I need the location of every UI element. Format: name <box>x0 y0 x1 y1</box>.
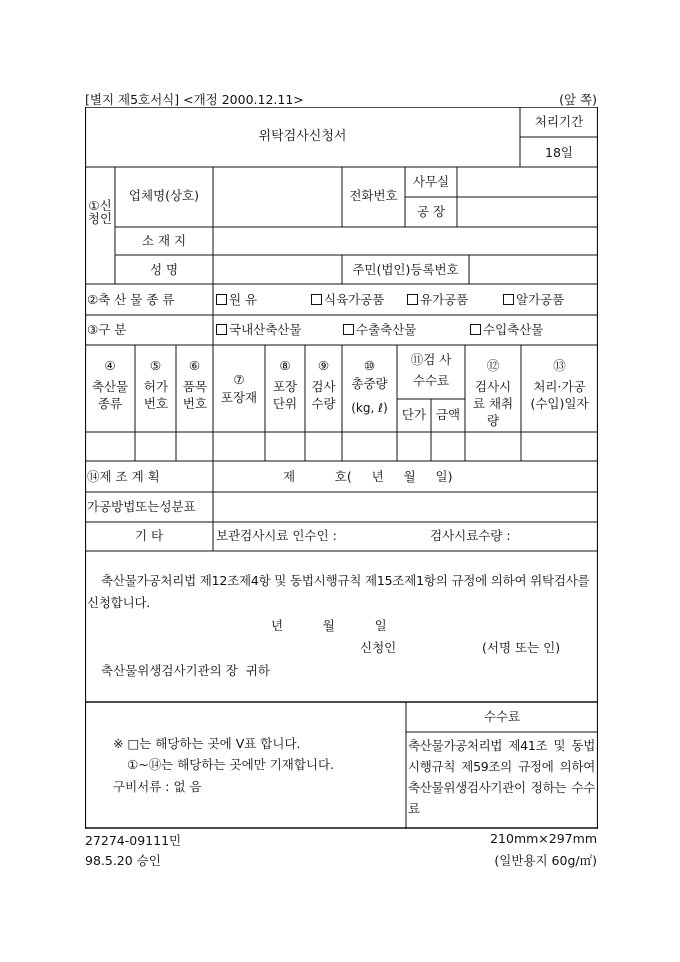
checkbox-icon <box>216 294 227 305</box>
processing-period-label: 처리기간 <box>534 114 584 129</box>
recipient-line: 축산물위생검사기관의 장 귀하 <box>101 663 270 678</box>
production-plan-field[interactable]: 제 호( 년 월 일) <box>283 469 453 484</box>
paper-type: (일반용지 60g/㎡) <box>494 853 597 868</box>
form-title: 위탁검사신청서 <box>258 129 347 144</box>
col12-label: 검사시료 채취량 <box>472 379 514 428</box>
col8-number: ⑧ <box>279 358 291 373</box>
declaration-text: 축산물가공처리법 제12조제4항 및 동법시행규칙 제15조제1항의 규정에 의하여 위탁검사를 신청합니다. <box>87 573 590 610</box>
address-label: 소 재 지 <box>141 233 187 248</box>
product-type-option-meat[interactable]: 식육가공품 <box>311 294 384 307</box>
col5-label: 허가 번호 <box>143 379 169 411</box>
col4-number: ④ <box>104 358 116 373</box>
col7-number: ⑦ <box>233 372 245 387</box>
form-number: [별지 제5호서식] <개정 2000.12.11> <box>85 92 304 107</box>
classification-option-import[interactable]: 수입축산물 <box>470 324 543 337</box>
note-fill-instruction: ①~⑭는 해당하는 곳에만 기재합니다. <box>127 757 335 772</box>
paper-size: 210mm×297mm <box>490 831 597 846</box>
col7-label: 포장재 <box>220 390 258 405</box>
production-plan-label: ⑭제 조 계 획 <box>87 469 160 484</box>
col4-label: 축산물 종류 <box>91 379 129 411</box>
checkbox-icon <box>503 294 514 305</box>
col8-label: 포장 단위 <box>272 379 298 411</box>
sample-receiver-label: 보관검사시료 인수인 : <box>216 528 337 543</box>
company-name-label: 업체명(상호) <box>128 188 200 203</box>
processing-period-value: 18일 <box>545 145 573 160</box>
application-form <box>85 107 598 829</box>
approval-date: 98.5.20 승인 <box>85 853 161 868</box>
col6-number: ⑥ <box>188 358 201 373</box>
page-side: (앞 쪽) <box>559 92 597 107</box>
col10-unit: (kg, ℓ) <box>351 401 388 415</box>
col9-label: 검사 수량 <box>311 379 336 411</box>
product-type-label: ②축 산 물 종 류 <box>87 292 175 307</box>
name-label: 성 명 <box>149 262 179 277</box>
col11-unit-price: 단가 <box>401 407 427 422</box>
col5-number: ⑤ <box>149 358 162 373</box>
other-label: 기 타 <box>134 528 164 543</box>
form-code: 27274-09111민 <box>85 833 182 848</box>
classification-option-domestic[interactable]: 국내산축산물 <box>216 324 301 337</box>
col13-number: ⑬ <box>553 358 566 373</box>
signature-note: (서명 또는 인) <box>482 640 561 655</box>
processing-method-label: 가공방법또는성분표 <box>87 499 196 514</box>
factory-label: 공 장 <box>416 204 446 219</box>
sample-quantity-label: 검사시료수량 : <box>430 528 511 543</box>
col10-label: 총중량 <box>351 376 388 391</box>
col11-label: 수수료 <box>412 373 450 388</box>
col6-label: 품목 번호 <box>182 379 208 411</box>
checkbox-icon <box>311 294 322 305</box>
phone-label: 전화번호 <box>349 188 398 203</box>
checkbox-icon <box>216 324 227 335</box>
applicant-signature-label: 신청인 <box>360 640 397 655</box>
col10-number: ⑩ <box>363 358 376 373</box>
declaration-date[interactable]: 년 월 일 <box>271 618 387 633</box>
checkbox-icon <box>407 294 418 305</box>
registration-number-label: 주민(법인)등록번호 <box>352 262 459 277</box>
product-type-option-raw-milk[interactable]: 원 유 <box>216 294 257 307</box>
col11-number: ⑪검 사 <box>410 352 452 367</box>
note-checkbox-instruction: ※ □는 해당하는 곳에 V표 합니다. <box>113 736 301 751</box>
col11-amount: 금액 <box>435 407 461 422</box>
col9-number: ⑨ <box>317 358 330 373</box>
fee-title: 수수료 <box>483 709 521 724</box>
checkbox-icon <box>470 324 481 335</box>
classification-option-export[interactable]: 수출축산물 <box>343 324 416 337</box>
col13-label: 처리·가공 (수입)일자 <box>530 379 589 411</box>
col12-number: ⑫ <box>486 358 500 373</box>
fee-description: 축산물가공처리법 제41조 및 동법시행규칙 제59조의 규정에 의하여 축산물위생검사기관이 정하는 수수료 <box>408 738 595 816</box>
classification-label: ③구 분 <box>87 322 127 337</box>
product-type-option-dairy[interactable]: 유가공품 <box>407 294 468 307</box>
applicant-section-label: ①신청인 <box>87 198 113 226</box>
office-label: 사무실 <box>412 174 450 189</box>
required-documents: 구비서류 : 없 음 <box>113 779 202 794</box>
checkbox-icon <box>343 324 354 335</box>
product-type-option-egg[interactable]: 알가공품 <box>503 294 564 307</box>
